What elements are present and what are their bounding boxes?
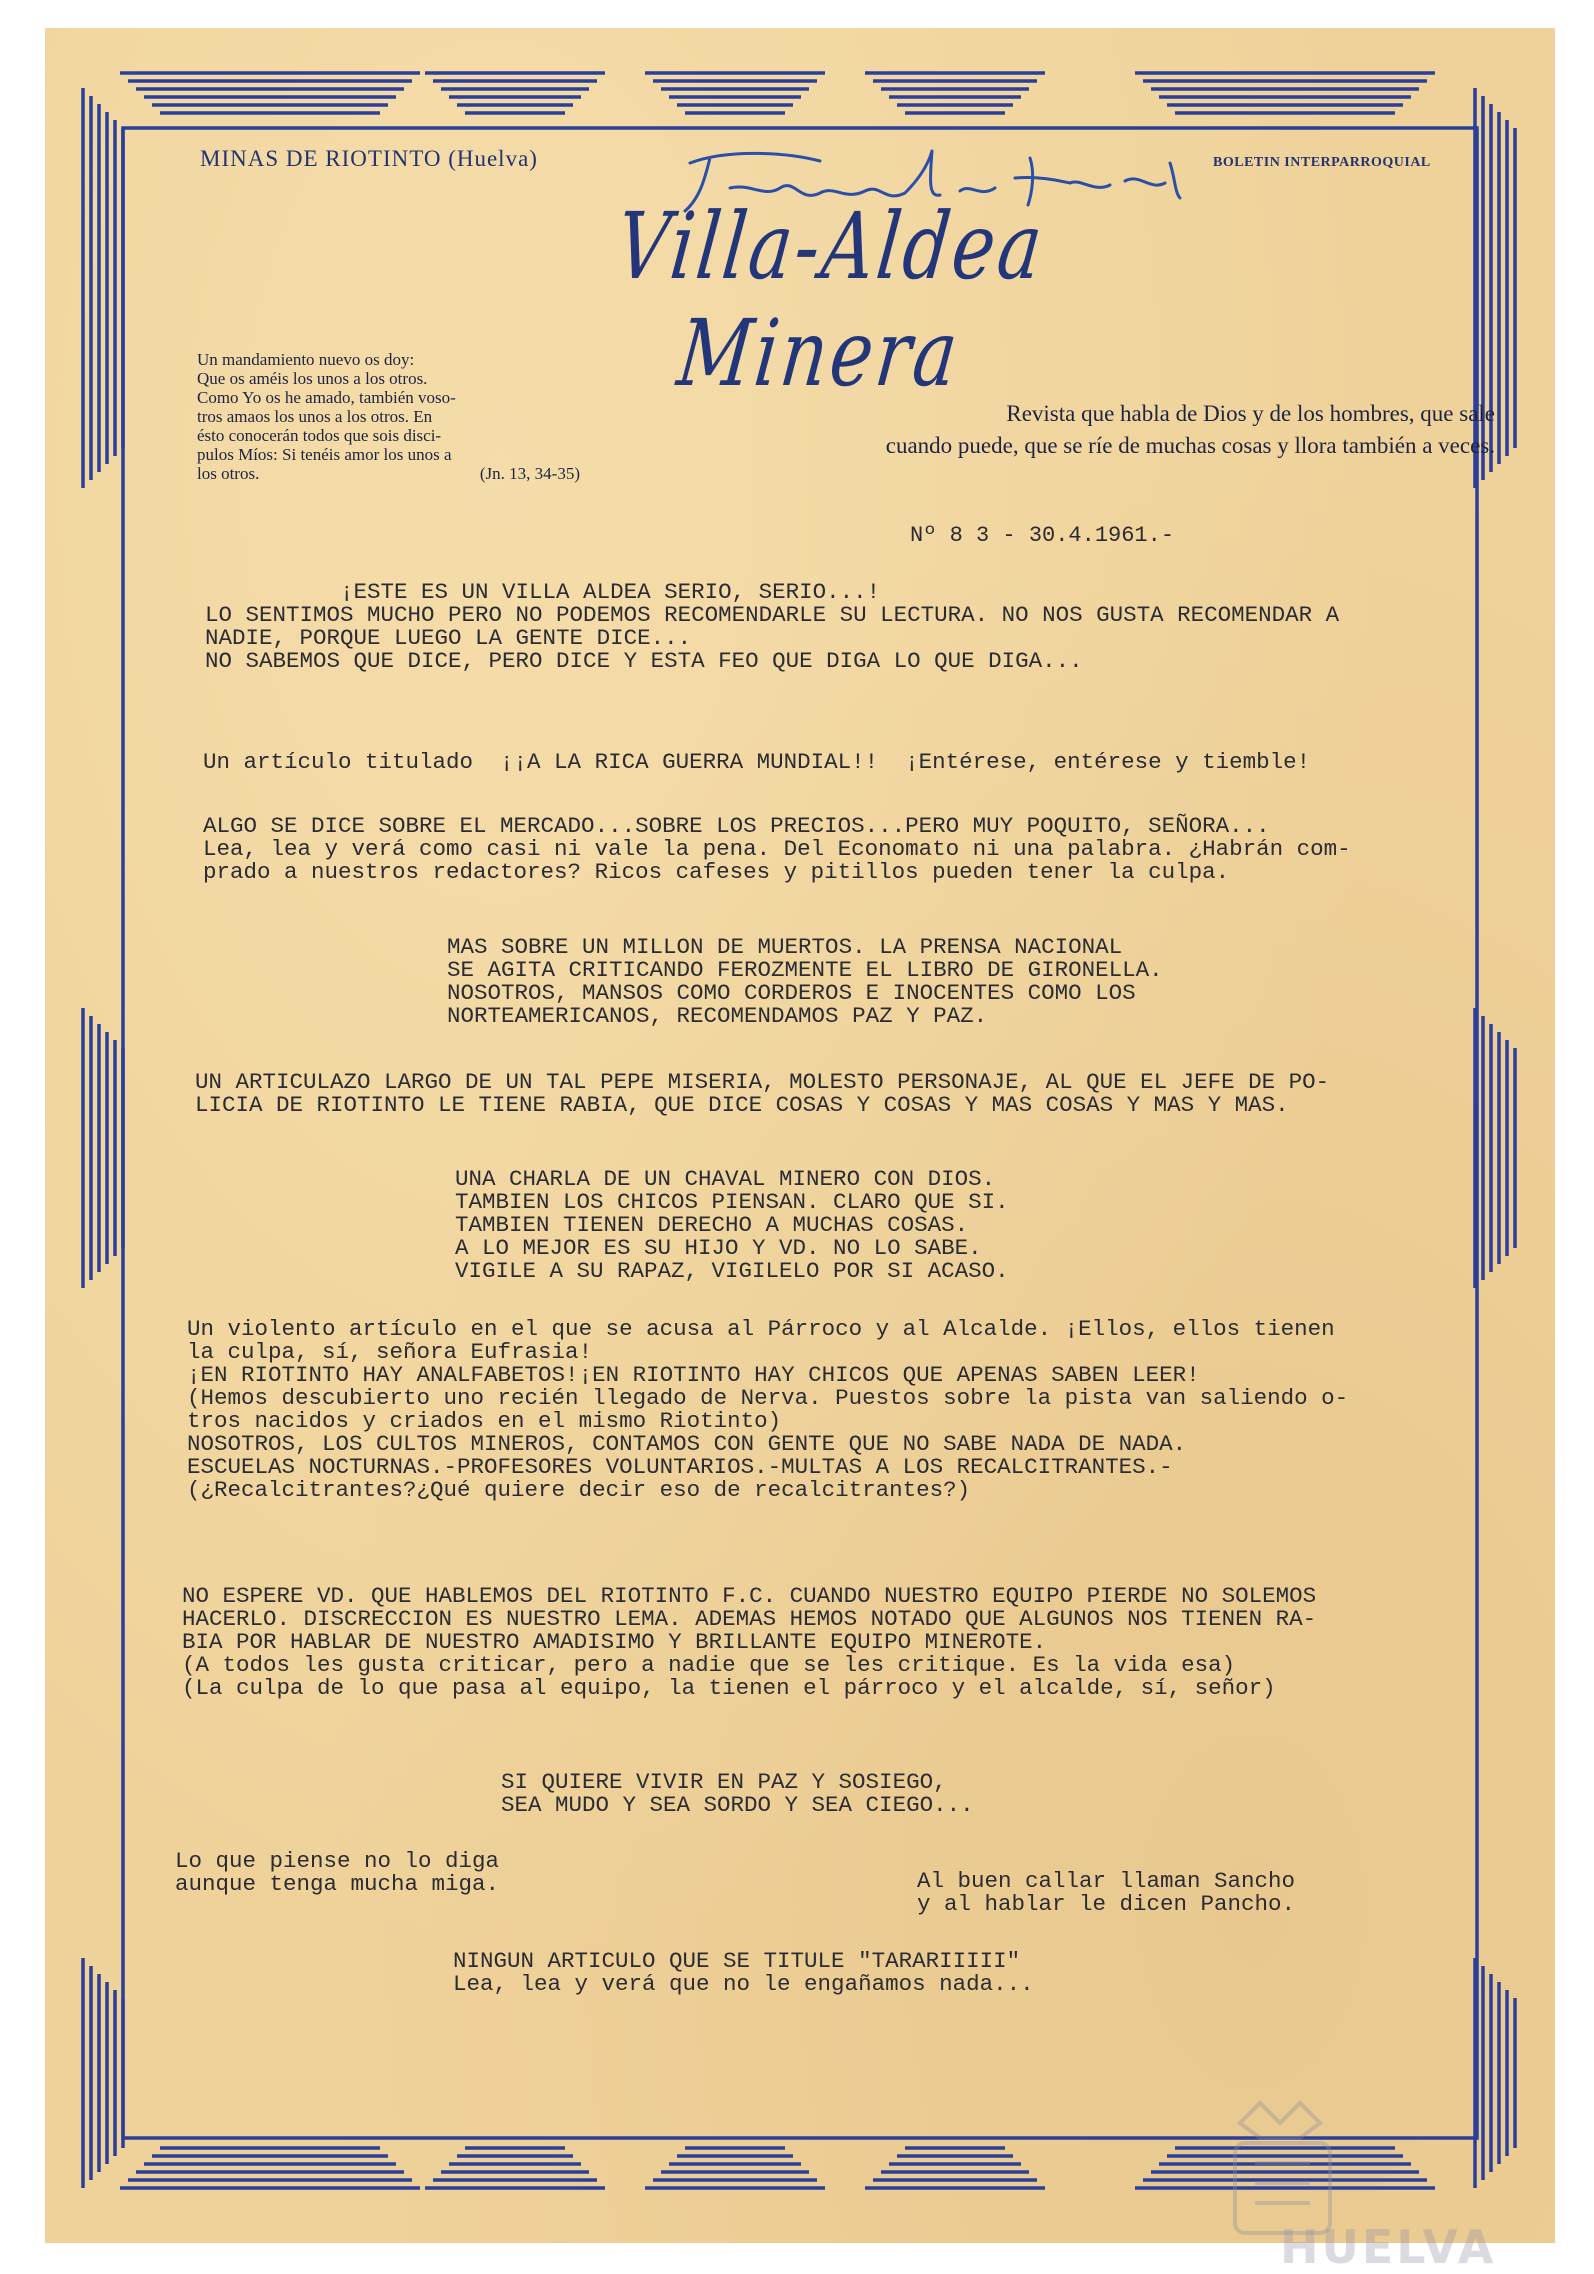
section-sancho — [917, 1870, 1295, 1916]
text-line: A LO MEJOR ES SU HIJO Y VD. NO LO SABE. — [455, 1235, 982, 1261]
tagline-line: cuando puede, que se ríe de muchas cosas y llora también a veces. — [885, 433, 1495, 458]
text-line: NADIE, PORQUE LUEGO LA GENTE DICE... — [205, 625, 692, 651]
scripture-line: Que os améis los unos a los otros. — [197, 369, 428, 388]
section-violento — [187, 1318, 1348, 1502]
section-mercado — [203, 815, 1351, 884]
text-line: MAS SOBRE UN MILLON DE MUERTOS. LA PRENSA NACIONAL — [447, 934, 1123, 960]
text-line: TAMBIEN LOS CHICOS PIENSAN. CLARO QUE SI. — [455, 1189, 1009, 1215]
text-line: Lo que piense no lo diga — [175, 1848, 500, 1874]
scripture-line: pulos Míos: Si tenéis amor los unos a — [197, 445, 452, 464]
text-line: Un artículo titulado ¡¡A LA RICA GUERRA MUNDIAL!! ¡Entérese, entérese y tiemble! — [203, 749, 1311, 775]
text-line: ¡EN RIOTINTO HAY ANALFABETOS!¡EN RIOTINTO HAY CHICOS QUE APENAS SABEN LEER! — [187, 1362, 1200, 1388]
bulletin-label: BOLETIN INTERPARROQUIAL — [1213, 155, 1431, 170]
text-line: TAMBIEN TIENEN DERECHO A MUCHAS COSAS. — [455, 1212, 969, 1238]
text-line: y al hablar le dicen Pancho. — [917, 1891, 1296, 1917]
issue-number-date: Nº 8 3 - 30.4.1961.- — [910, 523, 1175, 548]
scripture-line: ésto conocerán todos que sois disci- — [197, 426, 442, 445]
text-line: (A todos les gusta criticar, pero a nadie que se les critique. Es la vida esa) — [182, 1652, 1236, 1678]
section-chaval — [455, 1168, 1009, 1283]
scripture-line: Un mandamiento nuevo os doy: — [197, 350, 415, 369]
text-line: aunque tenga mucha miga. — [175, 1871, 500, 1897]
watermark-text: HUELVA — [1280, 2220, 1497, 2274]
text-line: BIA POR HABLAR DE NUESTRO AMADISIMO Y BRILLANTE EQUIPO MINEROTE. — [182, 1629, 1047, 1655]
text-line: Lea, lea y verá como casi ni vale la pena. Del Economato ni una palabra. ¿Habrán com- — [203, 836, 1351, 862]
text-line: Un violento artículo en el que se acusa al Párroco y al Alcalde. ¡Ellos, ellos tienen — [187, 1316, 1335, 1342]
text-line: Lea, lea y verá que no le engañamos nada... — [453, 1971, 1034, 1997]
text-line: (¿Recalcitrantes?¿Qué quiere decir eso de recalcitrantes?) — [187, 1477, 971, 1503]
scripture-reference: (Jn. 13, 34-35) — [479, 464, 580, 483]
text-line: HACERLO. DISCRECCION ES NUESTRO LEMA. ADEMAS HEMOS NOTADO QUE ALGUNOS NOS TIENEN RA- — [182, 1606, 1317, 1632]
text-line: (La culpa de lo que pasa al equipo, la tienen el párroco y el alcalde, sí, señor) — [182, 1675, 1276, 1701]
text-line: (Hemos descubierto uno recién llegado de Nerva. Puestos sobre la pista van saliendo o- — [187, 1385, 1349, 1411]
tagline-line: Revista que habla de Dios y de los hombres, que sale — [1006, 401, 1495, 426]
text-line: NORTEAMERICANOS, RECOMENDAMOS PAZ Y PAZ. — [447, 1003, 988, 1029]
section-tarari — [453, 1950, 1034, 1996]
text-line: NO SABEMOS QUE DICE, PERO DICE Y ESTA FEO QUE DIGA LO QUE DIGA... — [205, 648, 1083, 674]
section-guerra — [203, 751, 1310, 774]
text-line: LICIA DE RIOTINTO LE TIENE RABIA, QUE DICE COSAS Y COSAS Y MAS COSAS Y MAS Y MAS. — [195, 1092, 1289, 1118]
text-line: SE AGITA CRITICANDO FEROZMENTE EL LIBRO DE GIRONELLA. — [447, 957, 1163, 983]
text-line: VIGILE A SU RAPAZ, VIGILELO POR SI ACASO. — [455, 1258, 1009, 1284]
text-line: ESCUELAS NOCTURNAS.-PROFESORES VOLUNTARIOS.-MULTAS A LOS RECALCITRANTES.- — [187, 1454, 1173, 1480]
text-line: SI QUIERE VIVIR EN PAZ Y SOSIEGO, — [501, 1769, 947, 1795]
text-line: NO ESPERE VD. QUE HABLEMOS DEL RIOTINTO F.C. CUANDO NUESTRO EQUIPO PIERDE NO SOLEMOS — [182, 1583, 1317, 1609]
section-serio — [205, 581, 1339, 673]
scripture-line: tros amaos los unos a los otros. En — [197, 407, 433, 426]
text-line: tros nacidos y criados en el mismo Riotinto) — [187, 1408, 782, 1434]
text-line: NOSOTROS, LOS CULTOS MINEROS, CONTAMOS CON GENTE QUE NO SABE NADA DE NADA. — [187, 1431, 1187, 1457]
section-millon — [447, 936, 1163, 1028]
scripture-quote — [197, 350, 590, 483]
place-name: MINAS DE RIOTINTO (Huelva) — [200, 146, 538, 171]
text-line: SEA MUDO Y SEA SORDO Y SEA CIEGO... — [501, 1792, 974, 1818]
text-line: NOSOTROS, MANSOS COMO CORDEROS E INOCENTES COMO LOS — [447, 980, 1136, 1006]
magazine-tagline — [693, 398, 1495, 462]
text-line: prado a nuestros redactores? Ricos cafeses y pitillos pueden tener la culpa. — [203, 859, 1230, 885]
section-pepe — [195, 1071, 1329, 1117]
text-line: UNA CHARLA DE UN CHAVAL MINERO CON DIOS. — [455, 1166, 996, 1192]
scripture-line: los otros. (Jn. 13, 34-35) — [197, 464, 580, 483]
section-futbol — [182, 1585, 1316, 1700]
text-line: UN ARTICULAZO LARGO DE UN TAL PEPE MISERIA, MOLESTO PERSONAJE, AL QUE EL JEFE DE PO- — [195, 1069, 1330, 1095]
text-line: NINGUN ARTICULO QUE SE TITULE "TARARIIIII" — [453, 1948, 1021, 1974]
text-line: LO SENTIMOS MUCHO PERO NO PODEMOS RECOMENDARLE SU LECTURA. NO NOS GUSTA RECOMENDAR A — [205, 602, 1340, 628]
text-line: ALGO SE DICE SOBRE EL MERCADO...SOBRE LOS PRECIOS...PERO MUY POQUITO, SEÑORA... — [203, 813, 1270, 839]
text-line: la culpa, sí, señora Eufrasia! — [187, 1339, 593, 1365]
scripture-line: Como Yo os he amado, también voso- — [197, 388, 456, 407]
document-sheet — [45, 28, 1555, 2274]
section-sosiego — [501, 1771, 974, 1817]
section-miga — [175, 1850, 499, 1896]
masthead-title: Villa-Aldea Minera — [611, 193, 1051, 407]
text-line: ¡ESTE ES UN VILLA ALDEA SERIO, SERIO...! — [205, 579, 881, 605]
text-line: Al buen callar llaman Sancho — [917, 1868, 1296, 1894]
